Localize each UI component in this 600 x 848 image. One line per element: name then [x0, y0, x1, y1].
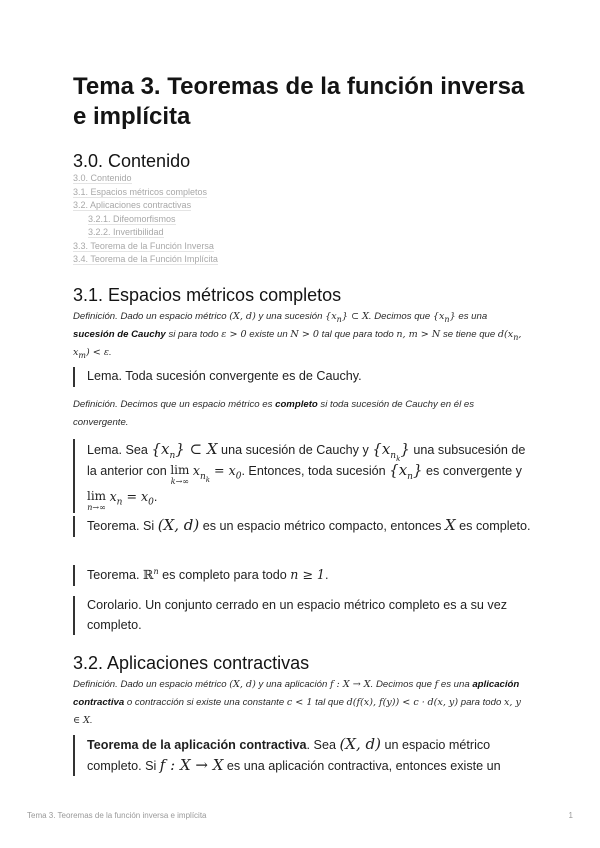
footer-title: Tema 3. Teoremas de la función inversa e implícita	[27, 811, 207, 820]
toc-item[interactable]: 3.2.1. Difeomorfismos	[88, 213, 176, 224]
page-title: Tema 3. Teoremas de la función inversa e implícita	[73, 73, 525, 130]
definition-contractive: Definición. Dado un espacio métrico (X, d) y una aplicación f : X → X. Decimos que f es una aplicación contractiva o contracción si existe una constante c < 1 tal que d(f(x), f(y)) < c · d(x, y) para todo x, y ∈ X.	[73, 679, 521, 726]
table-of-contents	[73, 172, 218, 267]
lemma-subsequence: Lema. Sea $\{x_n\}$ ⊂ X una sucesión de Cauchy y $\{x_{n_k}\}$ una subsucesión de la anterior con lim k→∞ $x_{n_k} = x_0$. Entonces, toda sucesión $\{x_n\}$ es convergente y lim n→∞ $x_n = x_0$.	[73, 439, 534, 513]
section-heading-3-2: 3.2. Aplicaciones contractivas	[73, 653, 310, 673]
section-heading-3-1: 3.1. Espacios métricos completos	[73, 285, 342, 305]
definition-cauchy: Definición. Dado un espacio métrico (X, d) y una sucesión $\{x_n\}$ ⊂ X. Decimos que $\{x_n\}$ es una sucesión de Cauchy si para todo ε > 0 existe un N > 0 tal que para todo n, m > N se tiene que $d(x_n$, $x_m) < \varepsilon$.	[73, 311, 522, 360]
toc-item[interactable]: 3.4. Teorema de la Función Implícita	[73, 254, 218, 264]
toc-item[interactable]: 3.0. Contenido	[73, 173, 132, 183]
corollary-closed-complete: Corolario. Un conjunto cerrado en un espacio métrico completo es a su vez completo.	[73, 596, 534, 635]
contents-heading: 3.0. Contenido	[73, 151, 191, 171]
toc-item[interactable]: 3.3. Teorema de la Función Inversa	[73, 240, 214, 251]
theorem-compact-complete: Teorema. Si (X, d) es un espacio métrico compacto, entonces X es completo.	[73, 516, 534, 537]
toc-item[interactable]: 3.2.2. Invertibilidad	[88, 227, 164, 237]
page-number: 1	[568, 811, 573, 820]
definition-complete: Definición. Decimos que un espacio métrico es completo si toda sucesión de Cauchy en él es convergente.	[73, 399, 475, 428]
page-footer	[27, 811, 573, 820]
toc-item[interactable]: 3.2. Aplicaciones contractivas	[73, 200, 192, 210]
theorem-rn-complete: Teorema. ℝ$^n$ es completo para todo n ≥ 1.	[73, 565, 534, 586]
toc-item[interactable]: 3.1. Espacios métricos completos	[73, 186, 208, 197]
lemma-convergent-cauchy: Lema. Toda sucesión convergente es de Cauchy.	[73, 367, 534, 387]
theorem-contractive-mapping: Teorema de la aplicación contractiva. Sea (X, d) un espacio métrico completo. Si f : X → X es una aplicación contractiva, entonces existe un	[73, 735, 534, 776]
